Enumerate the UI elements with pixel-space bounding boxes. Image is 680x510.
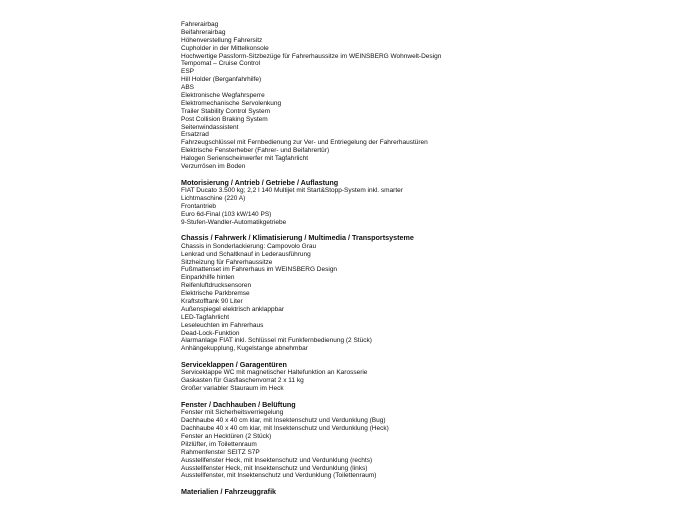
section	[181, 234, 661, 353]
section-list-item: Ausstellfenster, mit Insektenschutz und Verdunklung (Toilettenraum)	[181, 472, 377, 480]
section-heading: Chassis / Fahrwerk / Klimatisierung / Multimedia / Transportsysteme	[181, 233, 414, 243]
intro-list-item: Cupholder in der Mittelkonsole	[181, 44, 269, 52]
intro-list-item: Hill Holder (Berganfahrhilfe)	[181, 76, 262, 84]
section-heading: Materialien / Fahrzeuggrafik	[181, 486, 277, 496]
section-list-item: Dachhaube 40 x 40 cm klar, mit Insektenschutz und Verdunklung (Bug)	[181, 417, 386, 425]
section-list-item: Lenkrad und Schaltknauf in Lederausführung	[181, 250, 311, 258]
intro-list-item: Seitenwindassistent	[181, 123, 239, 131]
intro-list	[181, 21, 661, 171]
section-list-item: Serviceklappe WC mit magnetischer Haltefunktion an Karosserie	[181, 369, 368, 377]
section-list-item: Dachhaube 40 x 40 cm klar, mit Insektenschutz und Verdunklung (Heck)	[181, 425, 389, 433]
section-list-item: Anhängekupplung, Kugelstange abnehmbar	[181, 345, 308, 353]
section-list-item: Kraftstofftank 90 Liter	[181, 297, 243, 305]
section-list-item: Fenster mit Sicherheitsverriegelung	[181, 409, 284, 417]
intro-list-item: Elektrische Fensterheber (Fahrer- und Beifahrertür)	[181, 147, 330, 155]
sections-container	[181, 171, 661, 497]
section-list-item: Rahmenfenster SEITZ S7P	[181, 448, 260, 456]
intro-list-item: Hochwertige Passform-Sitzbezüge für Fahrerhaussitze im WEINSBERG Wohnwelt-Design	[181, 52, 442, 60]
section-list-item: Reifenluftdrucksensoren	[181, 282, 252, 290]
section	[181, 179, 661, 227]
section-list-item: Alarmanlage FIAT inkl. Schlüssel mit Funkfernbedienung (2 Stück)	[181, 337, 372, 345]
section-list-item: Fußmattenset im Fahrerhaus im WEINSBERG Design	[181, 266, 338, 274]
section-list-item: Außenspiegel elektrisch anklappbar	[181, 305, 284, 313]
section-list-item: LED-Tagfahrlicht	[181, 313, 230, 321]
section-list-item: Frontantrieb	[181, 202, 217, 210]
document-page	[181, 21, 661, 496]
intro-list-item: Tempomat – Cruise Control	[181, 60, 261, 68]
section-list-item: Dead-Lock-Funktion	[181, 329, 240, 337]
section	[181, 361, 661, 393]
intro-list-item: Verzurrösen im Boden	[181, 163, 246, 171]
section-list-item: Ausstellfenster Heck, mit Insektenschutz und Verdunklung (links)	[181, 464, 368, 472]
intro-list-item: Ersatzrad	[181, 131, 209, 139]
section-heading: Serviceklappen / Garagentüren	[181, 359, 287, 369]
intro-list-item: Elektronische Wegfahrsperre	[181, 92, 265, 100]
section-heading: Fenster / Dachhauben / Belüftung	[181, 399, 296, 409]
section-list-item: Sitzheizung für Fahrerhaussitze	[181, 258, 273, 266]
intro-list-item: Elektromechanische Servolenkung	[181, 99, 282, 107]
section-list-item: 9-Stufen-Wandler-Automatikgetriebe	[181, 218, 287, 226]
intro-list-item: Halogen Serienscheinwerfer mit Tagfahrlicht	[181, 155, 309, 163]
intro-list-item: Fahrzeugschlüssel mit Fernbedienung zur Ver- und Entriegelung der Fahrerhaustüren	[181, 139, 428, 147]
section-list-item: Pilzlüfter, im Toilettenraum	[181, 440, 257, 448]
intro-list-item: ESP	[181, 68, 195, 76]
intro-list-item: Trailer Stability Control System	[181, 107, 270, 115]
intro-list-item: Höhenverstellung Fahrersitz	[181, 36, 263, 44]
intro-list-item: Post Collision Braking System	[181, 115, 268, 123]
intro-list-item: Beifahrerairbag	[181, 28, 226, 36]
section	[181, 488, 661, 497]
section-list-item: FIAT Ducato 3.500 kg; 2,2 l 140 Multijet mit Start&Stopp-System inkl. smarter	[181, 187, 403, 195]
intro-list-item: ABS	[181, 84, 195, 92]
section-list-item: Euro 6d-Final (103 kW/140 PS)	[181, 210, 272, 218]
section-list-item: Fenster an Hecktüren (2 Stück)	[181, 432, 272, 440]
section-list-item: Lichtmaschine (220 A)	[181, 195, 246, 202]
section-list-item: Leseleuchten im Fahrerhaus	[181, 321, 264, 329]
section-list-item: Elektrische Parkbremse	[181, 290, 250, 298]
section-list-item: Einparkhilfe hinten	[181, 274, 235, 282]
intro-list-item: Fahrerairbag	[181, 21, 219, 28]
section-list-item: Großer variabler Stauraum im Heck	[181, 385, 284, 393]
section-list-item: Gaskasten für Gasflaschenvorrat 2 x 11 kg	[181, 377, 304, 385]
section-list-item: Ausstellfenster Heck, mit Insektenschutz und Verdunklung (rechts)	[181, 456, 373, 464]
section-list-item: Chassis in Sonderlackierung: Campovolo Grau	[181, 242, 317, 250]
section-heading: Motorisierung / Antrieb / Getriebe / Auflastung	[181, 177, 339, 187]
section	[181, 401, 661, 481]
